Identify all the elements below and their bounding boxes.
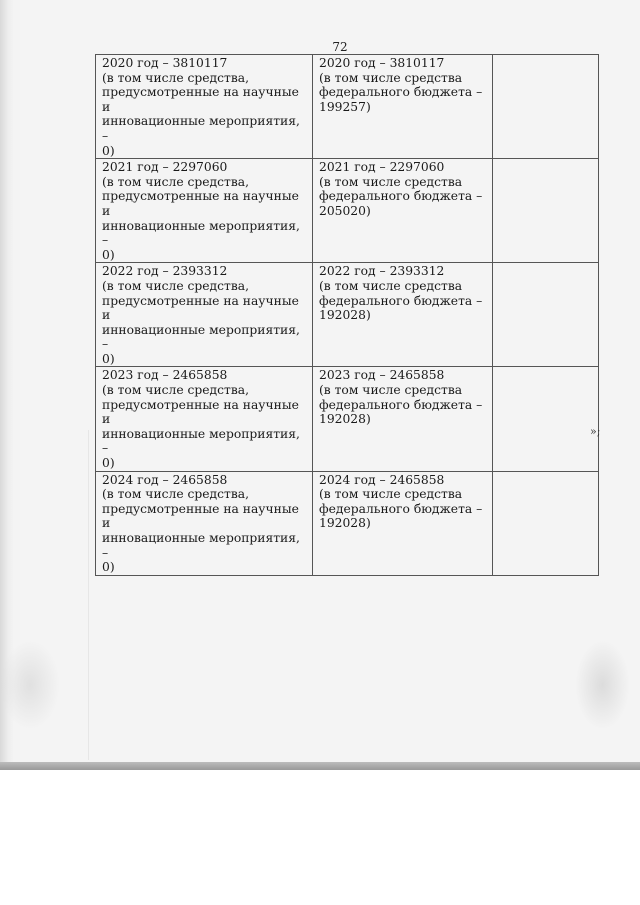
table-row: [96, 263, 599, 367]
table-cell-empty: [493, 55, 599, 159]
closing-quote-mark: »;: [590, 425, 601, 438]
funding-table: [95, 54, 599, 576]
table-cell-federal: 2020 год – 3810117 (в том числе средства федерального бюджета – 199257): [313, 55, 493, 159]
scan-smudge-left: [0, 640, 60, 730]
table-cell-total: 2023 год – 2465858 (в том числе средства, предусмотренные на научные и инновационные мероприятия, – 0): [96, 367, 313, 471]
page-number: 72: [332, 40, 348, 54]
table-cell-empty: [493, 471, 599, 575]
table-cell-total: 2024 год – 2465858 (в том числе средства, предусмотренные на научные и инновационные мероприятия, – 0): [96, 471, 313, 575]
table-cell-total: 2020 год – 3810117 (в том числе средства, предусмотренные на научные и инновационные мероприятия, – 0): [96, 55, 313, 159]
table-cell-empty: [493, 367, 599, 471]
table-cell-federal: 2021 год – 2297060 (в том числе средства федерального бюджета – 205020): [313, 159, 493, 263]
table-row: [96, 471, 599, 575]
table-cell-empty: [493, 263, 599, 367]
scan-smudge-right: [575, 640, 630, 730]
table-cell-total: 2021 год – 2297060 (в том числе средства, предусмотренные на научные и инновационные мероприятия, – 0): [96, 159, 313, 263]
scanner-edge-bar: [0, 762, 640, 770]
table-cell-empty: [493, 159, 599, 263]
table-row: [96, 55, 599, 159]
table-cell-federal: 2022 год – 2393312 (в том числе средства федерального бюджета – 192028): [313, 263, 493, 367]
table-cell-federal: 2024 год – 2465858 (в том числе средства федерального бюджета – 192028): [313, 471, 493, 575]
table-cell-total: 2022 год – 2393312 (в том числе средства, предусмотренные на научные и инновационные мероприятия, – 0): [96, 263, 313, 367]
paper-crease: [88, 430, 89, 760]
table-row: [96, 159, 599, 263]
table-row: [96, 367, 599, 471]
table-cell-federal: 2023 год – 2465858 (в том числе средства федерального бюджета – 192028): [313, 367, 493, 471]
